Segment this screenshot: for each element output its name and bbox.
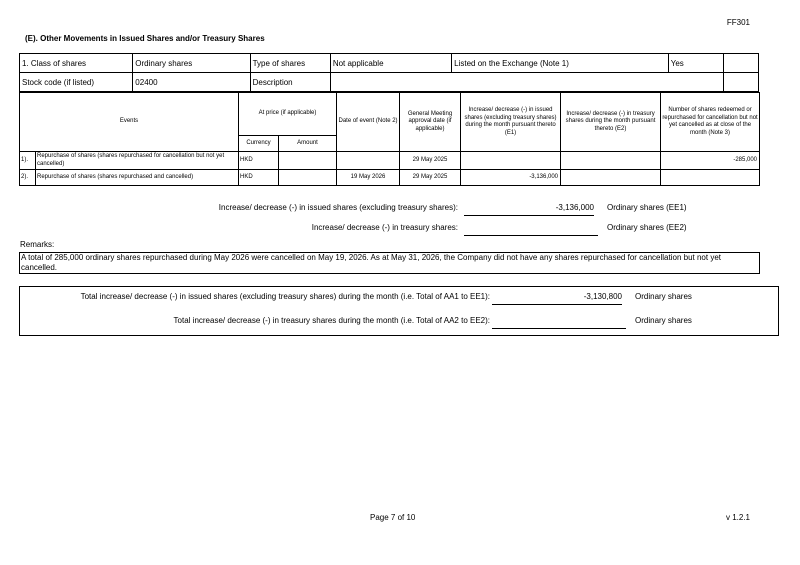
listed-blank (723, 54, 758, 73)
issued-summary-line (0, 203, 800, 217)
e1-cell: -3,136,000 (461, 170, 561, 186)
redeemed-cell (661, 170, 760, 186)
treasury-change-header: Increase/ decrease (-) in treasury shares during the month pursuant thereto (E2) (561, 93, 661, 152)
at-price-header: At price (if applicable) (239, 93, 337, 136)
gm-date-header: General Meeting approval date (if applicable) (400, 93, 461, 152)
total-issued-unit: Ordinary shares (635, 292, 692, 301)
events-header: Events (20, 93, 239, 152)
description-value (330, 73, 723, 92)
date-cell (337, 152, 400, 170)
form-code: FF301 (726, 18, 750, 27)
e2-cell (561, 170, 661, 186)
type-label: Type of shares (250, 54, 330, 73)
treasury-summary-unit: Ordinary shares (EE2) (607, 223, 687, 232)
redeemed-cell: -285,000 (661, 152, 760, 170)
stock-code-label: Stock code (if listed) (20, 73, 133, 92)
event-description: Repurchase of shares (shares repurchased and cancelled) (36, 170, 239, 186)
redeemed-header: Number of shares redeemed or repurchased for cancellation but not yet cancelled as at close of the month (Note 3) (661, 93, 760, 152)
e1-cell (461, 152, 561, 170)
treasury-summary-value (464, 223, 598, 236)
date-of-event-header: Date of event (Note 2) (337, 93, 400, 152)
remarks-text: A total of 285,000 ordinary shares repurchased during May 2026 were cancelled on May 19, 2026. As at May 31, 2026, the Company did not have any shares repurchased for cancellation but not yet cancelled. (19, 252, 760, 274)
e2-cell (561, 152, 661, 170)
table-row (20, 170, 760, 186)
treasury-summary-label: Increase/ decrease (-) in treasury shares: (311, 223, 458, 232)
row-number: 1). (20, 152, 36, 170)
description-label: Description (250, 73, 330, 92)
row-number: 2). (20, 170, 36, 186)
class-row (20, 54, 759, 73)
events-table (19, 92, 760, 186)
gm-date-cell: 29 May 2025 (400, 152, 461, 170)
total-issued-value: -3,130,800 (492, 292, 622, 305)
issued-summary-unit: Ordinary shares (EE1) (607, 203, 687, 212)
total-treasury-line (20, 316, 778, 330)
class-label: 1. Class of shares (20, 54, 133, 73)
stock-code-value: 02400 (133, 73, 250, 92)
currency-header: Currency (239, 136, 279, 152)
date-cell: 19 May 2026 (337, 170, 400, 186)
treasury-summary-line (0, 223, 800, 237)
total-treasury-unit: Ordinary shares (635, 316, 692, 325)
section-title: (E). Other Movements in Issued Shares and/or Treasury Shares (25, 34, 265, 43)
currency-cell: HKD (239, 152, 279, 170)
total-issued-label: Total increase/ decrease (-) in issued shares (excluding treasury shares) during the month (i.e. Total of AA1 to EE1): (80, 292, 490, 301)
totals-box (19, 286, 779, 336)
amount-cell (279, 152, 337, 170)
total-issued-line (20, 292, 778, 306)
description-blank (723, 73, 758, 92)
remarks-label: Remarks: (20, 240, 55, 249)
listed-value: Yes (668, 54, 723, 73)
gm-date-cell: 29 May 2025 (400, 170, 461, 186)
events-header-row (20, 93, 760, 136)
event-description: Repurchase of shares (shares repurchased for cancellation but not yet cancelled) (36, 152, 239, 170)
share-info-table (19, 53, 759, 92)
total-treasury-label: Total increase/ decrease (-) in treasury shares during the month (i.e. Total of AA2 to EE2): (173, 316, 490, 325)
amount-cell (279, 170, 337, 186)
page-number: Page 7 of 10 (370, 513, 416, 522)
issued-summary-label: Increase/ decrease (-) in issued shares (excluding treasury shares): (218, 203, 458, 212)
issued-summary-value: -3,136,000 (464, 203, 594, 216)
version-label: v 1.2.1 (725, 513, 750, 522)
total-treasury-value (492, 316, 626, 329)
listed-label: Listed on the Exchange (Note 1) (452, 54, 669, 73)
issued-change-header: Increase/ decrease (-) in issued shares (excluding treasury shares) during the month pursuant thereto (E1) (461, 93, 561, 152)
table-row (20, 152, 760, 170)
amount-header: Amount (279, 136, 337, 152)
type-value: Not applicable (330, 54, 451, 73)
currency-cell: HKD (239, 170, 279, 186)
class-value: Ordinary shares (133, 54, 250, 73)
stock-code-row (20, 73, 759, 92)
